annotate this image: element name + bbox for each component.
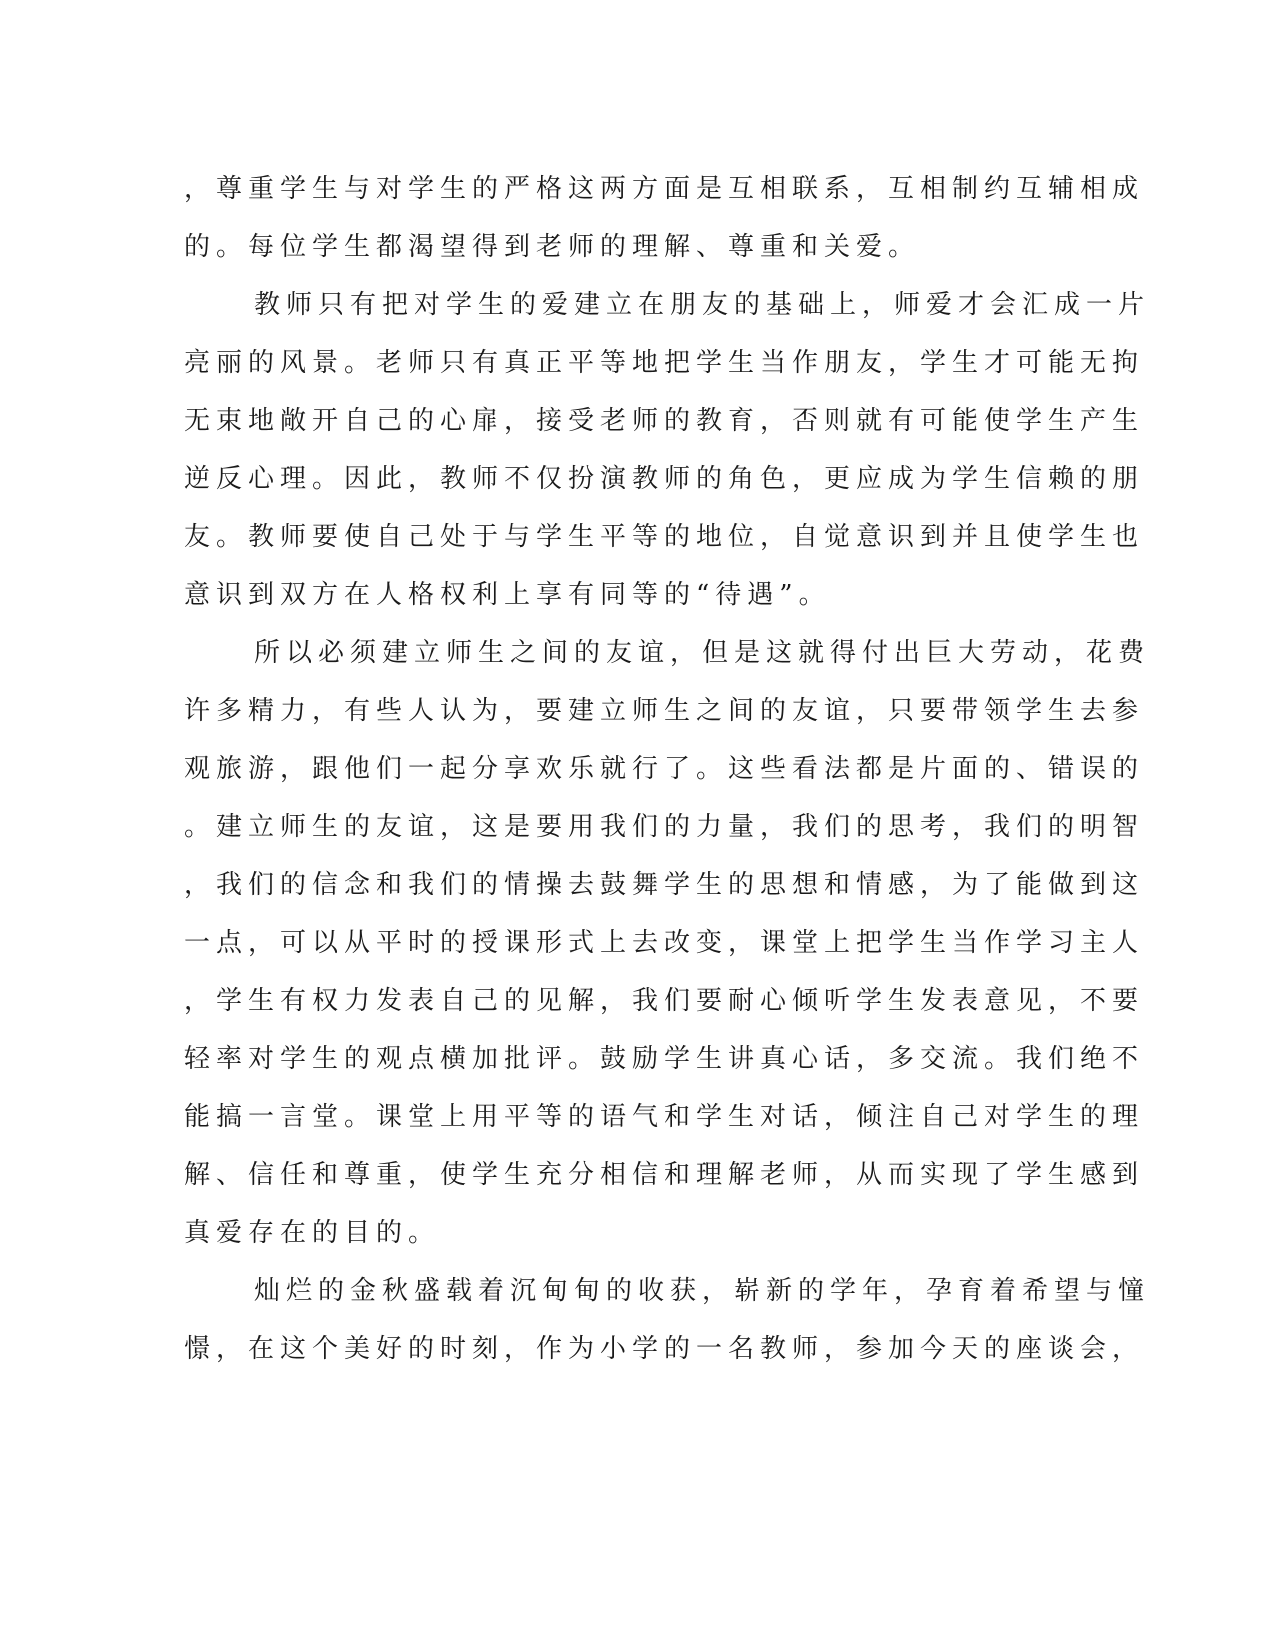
text-line: ，我们的信念和我们的情操去鼓舞学生的思想和情感，为了能做到这	[184, 870, 1145, 900]
text-line: 许多精力，有些人认为，要建立师生之间的友谊，只要带领学生去参	[184, 696, 1145, 726]
text-line: ，学生有权力发表自己的见解，我们要耐心倾听学生发表意见，不要	[184, 986, 1145, 1016]
text-line: 友。教师要使自己处于与学生平等的地位，自觉意识到并且使学生也	[184, 522, 1145, 552]
text-line: 解、信任和尊重，使学生充分相信和理解老师，从而实现了学生感到	[184, 1160, 1145, 1190]
text-line: 的。每位学生都渴望得到老师的理解、尊重和关爱。	[184, 232, 921, 262]
text-line: 观旅游，跟他们一起分享欢乐就行了。这些看法都是片面的、错误的	[184, 754, 1145, 784]
text-line: 真爱存在的目的。	[184, 1218, 441, 1248]
text-line: 灿烂的金秋盛载着沉甸甸的收获，崭新的学年，孕育着希望与憧	[254, 1276, 1151, 1306]
text-line: 教师只有把对学生的爱建立在朋友的基础上，师爱才会汇成一片	[254, 290, 1151, 320]
text-line: 逆反心理。因此，教师不仅扮演教师的角色，更应成为学生信赖的朋	[184, 464, 1145, 494]
text-line: 一点，可以从平时的授课形式上去改变，课堂上把学生当作学习主人	[184, 928, 1145, 958]
text-line: 。建立师生的友谊，这是要用我们的力量，我们的思考，我们的明智	[184, 812, 1145, 842]
document-body	[184, 160, 1151, 1378]
text-line: 亮丽的风景。老师只有真正平等地把学生当作朋友，学生才可能无拘	[184, 348, 1145, 378]
text-line: ，尊重学生与对学生的严格这两方面是互相联系，互相制约互辅相成	[184, 174, 1145, 204]
text-line: 能搞一言堂。课堂上用平等的语气和学生对话，倾注自己对学生的理	[184, 1102, 1145, 1132]
text-line: 无束地敞开自己的心扉，接受老师的教育，否则就有可能使学生产生	[184, 406, 1145, 436]
text-line: 轻率对学生的观点横加批评。鼓励学生讲真心话，多交流。我们绝不	[184, 1044, 1145, 1074]
text-line: 憬，在这个美好的时刻，作为小学的一名教师，参加今天的座谈会，	[184, 1334, 1145, 1364]
text-line: 所以必须建立师生之间的友谊，但是这就得付出巨大劳动，花费	[254, 638, 1151, 668]
text-line: 意识到双方在人格权利上享有同等的“待遇”。	[184, 580, 831, 610]
